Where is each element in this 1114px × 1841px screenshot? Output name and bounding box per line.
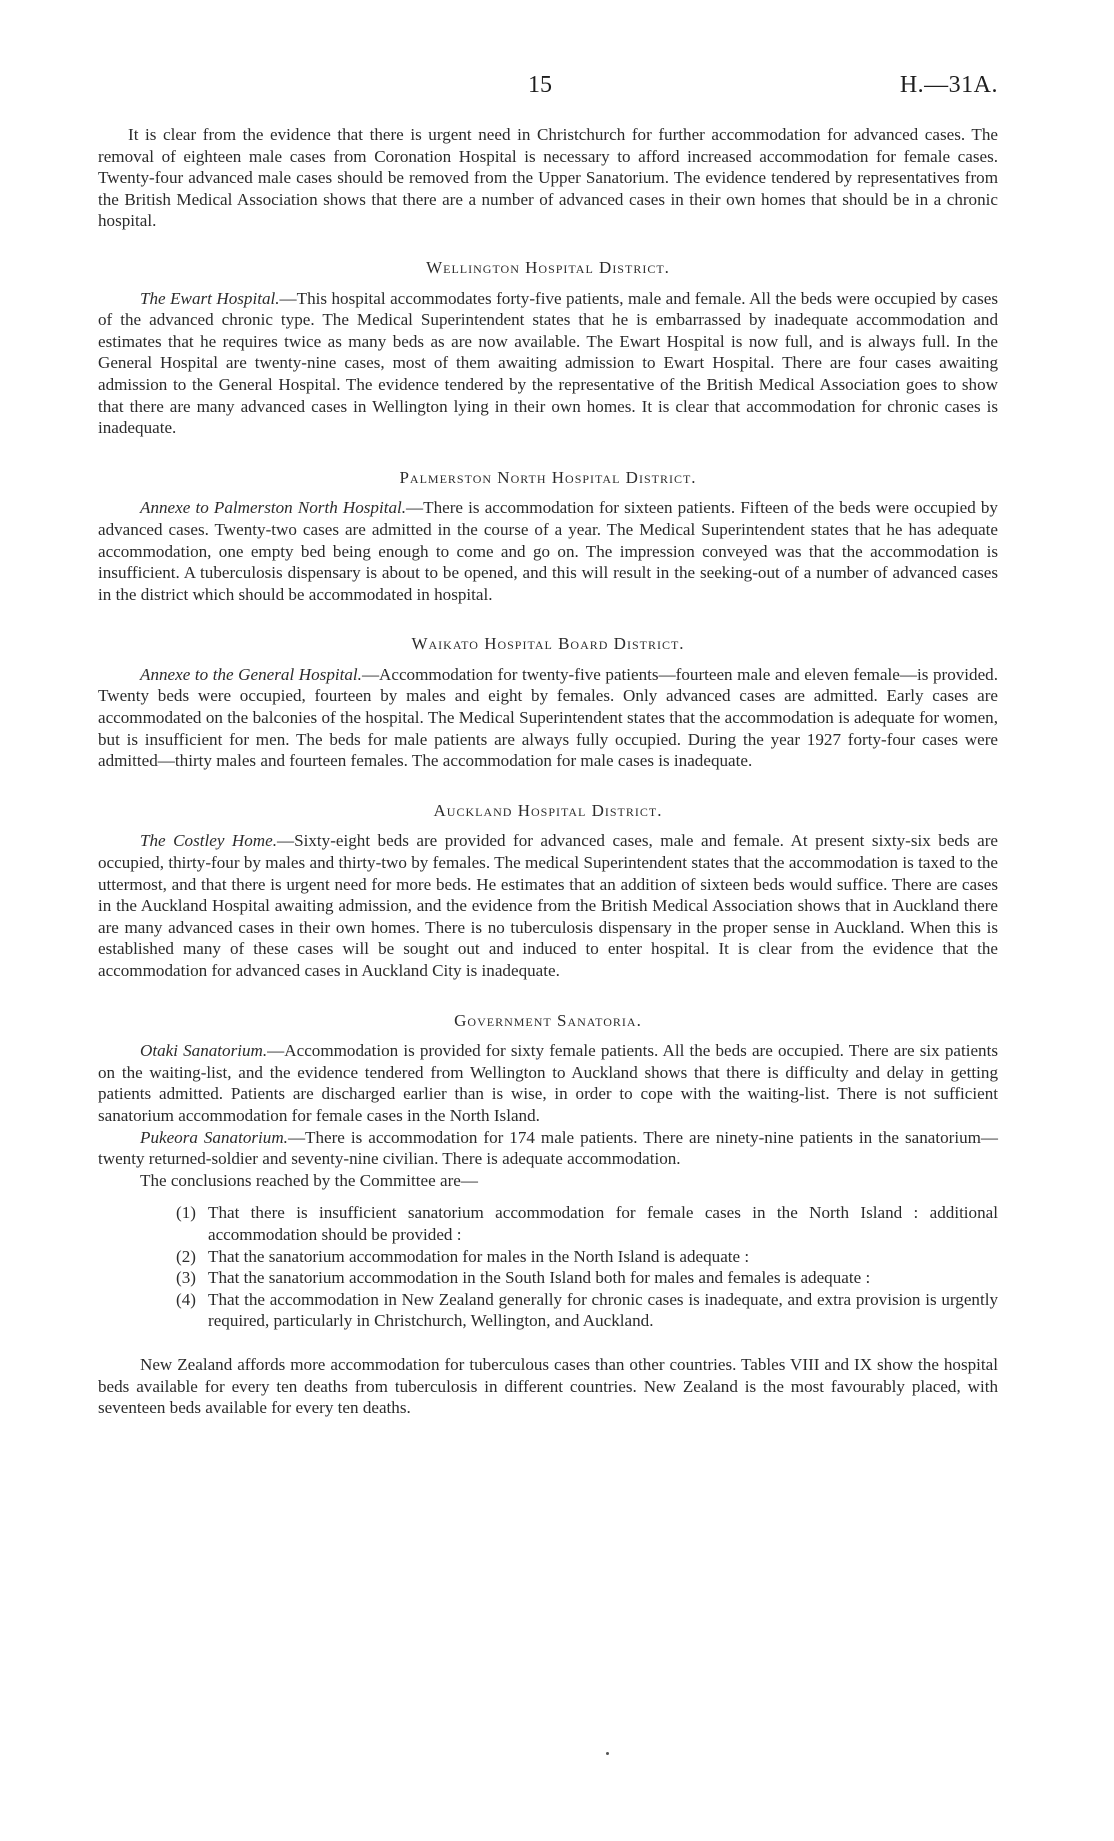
- conclusion-text: That the sanatorium accommodation for males in the North Island is adequate :: [208, 1246, 750, 1266]
- section-palmerston-north: [98, 467, 998, 606]
- section-heading-palmerston-north: Palmerston North Hospital District.: [399, 467, 697, 487]
- section-heading-waikato: Waikato Hospital Board District.: [411, 634, 685, 654]
- text-waikato-annexe: —Accommodation for twenty-five patients—fourteen male and eleven female—is provided. Twenty beds were occupied, fourteen by males and eight by females. Only advanced cases are admitted. Early cases are accommodated on the balconies of the hospital. The Medical Superintendent states that the accommodation is adequate for women, but is insufficient for men. The beds for male patients are always fully occupied. During the year 1927 forty-four cases were admitted—thirty males and fourteen females. The accommodation for male cases is inadequate.: [98, 664, 998, 771]
- paragraph-waikato-annexe: [98, 664, 998, 772]
- lead-pukeora-sanatorium: Pukeora Sanatorium.: [140, 1127, 288, 1147]
- conclusion-item: [98, 1246, 998, 1268]
- text-ewart-hospital: —This hospital accommodates forty-five patients, male and female. All the beds were occupied by cases of the advanced chronic type. The Medical Superintendent states that he is embarrassed by inadequate accommodation and estimates that he requires twice as many beds as are now available. The Ewart Hospital is now full, and is always full. In the General Hospital are twenty-nine cases, most of them awaiting admission to Ewart Hospital. There are four cases awaiting admission to the General Hospital. The evidence tendered by the representative of the British Medical Association goes to show that there are many advanced cases in Wellington lying in their own homes. It is clear that accommodation for chronic cases is inadequate.: [98, 288, 998, 438]
- closing-paragraph: New Zealand affords more accommodation for tuberculous cases than other countries. Tables VIII and IX show the hospital beds available for every ten deaths from tuberculosis in different countries. New Zealand is the most favourably placed, with seventeen beds available for every ten deaths.: [98, 1354, 998, 1418]
- lead-costley-home: The Costley Home.: [140, 831, 277, 851]
- print-speck: [606, 1752, 609, 1755]
- lead-ewart-hospital: The Ewart Hospital.: [140, 288, 280, 308]
- conclusion-item: [98, 1289, 998, 1332]
- paragraph-pukeora-sanatorium: [98, 1127, 998, 1170]
- section-heading-government-sanatoria: Government Sanatoria.: [454, 1010, 642, 1030]
- section-wellington: [98, 257, 998, 439]
- section-heading-wellington: Wellington Hospital District.: [426, 257, 670, 277]
- intro-paragraph: It is clear from the evidence that there is urgent need in Christchurch for further accommodation for advanced cases. The removal of eighteen male cases from Coronation Hospital is necessary to afford increased accommodation for female cases. Twenty-four advanced male cases should be removed from the Upper Sanatorium. The evidence tendered by representatives from the British Medical Association shows that there are a number of advanced cases in their own homes that should be in a chronic hospital.: [98, 125, 998, 231]
- lead-otaki-sanatorium: Otaki Sanatorium.: [140, 1041, 268, 1061]
- lead-waikato-annexe: Annexe to the General Hospital.: [140, 664, 362, 684]
- conclusion-text: That the sanatorium accommodation in the South Island both for males and females is adequate :: [208, 1268, 871, 1288]
- document-body: [98, 124, 998, 1419]
- paragraph-ewart-hospital: [98, 288, 998, 439]
- conclusion-number: (4): [176, 1289, 196, 1309]
- conclusions-list: [98, 1202, 998, 1332]
- section-auckland: [98, 800, 998, 982]
- section-heading-auckland: Auckland Hospital District.: [433, 800, 663, 820]
- document-reference: H.—31A.: [899, 72, 998, 98]
- text-otaki-sanatorium: —Accommodation is provided for sixty female patients. All the beds are occupied. There are six patients on the waiting-list, and the evidence tendered from Wellington to Auckland shows that there is difficulty and delay in getting patients admitted. Patients are discharged earlier than is wise, in order to cope with the waiting-list. There is not sufficient sanatorium accommodation for female cases in the North Island.: [98, 1041, 998, 1125]
- conclusion-item: [98, 1267, 998, 1289]
- conclusion-number: (1): [176, 1203, 196, 1223]
- conclusion-text: That there is insufficient sanatorium accommodation for female cases in the North Island : additional accommodation should be provided :: [208, 1203, 998, 1244]
- conclusion-item: [98, 1202, 998, 1245]
- paragraph-costley-home: [98, 830, 998, 981]
- lead-palmerston-annexe: Annexe to Palmerston North Hospital.: [140, 498, 407, 518]
- text-costley-home: —Sixty-eight beds are provided for advanced cases, male and female. At present sixty-six beds are occupied, thirty-four by males and thirty-two by females. The medical Superintendent states that the accommodation is taxed to the uttermost, and that there is urgent need for more beds. He estimates that an addition of sixteen beds would suffice. There are cases in the Auckland Hospital awaiting admission, and the evidence from the British Medical Association shows that in Auckland there are many advanced cases in their own homes. There is no tuberculosis dispensary in the proper sense in Auckland. When this is established many of these cases will be sought out and induced to enter hospital. It is clear from the evidence that the accommodation for advanced cases in Auckland City is inadequate.: [98, 831, 998, 980]
- conclusion-number: (2): [176, 1246, 196, 1266]
- text-palmerston-annexe: —There is accommodation for sixteen patients. Fifteen of the beds were occupied by advanced cases. Twenty-two cases are admitted in the course of a year. The Medical Superintendent states that he has adequate accommodation, one empty bed being enough to come and go on. The impression conveyed was that the accommodation is insufficient. A tuberculosis dispensary is about to be opened, and this will result in the seeking-out of a number of advanced cases in the district which should be accommodated in hospital.: [98, 498, 998, 604]
- section-government-sanatoria: [98, 1010, 998, 1332]
- conclusion-text: That the accommodation in New Zealand generally for chronic cases is inadequate, and extra provision is urgently required, particularly in Christchurch, Wellington, and Auckland.: [208, 1289, 998, 1331]
- conclusion-number: (3): [176, 1268, 196, 1288]
- conclusions-intro: The conclusions reached by the Committee are—: [140, 1170, 478, 1190]
- paragraph-palmerston-annexe: [98, 497, 998, 605]
- page-number: 15: [528, 72, 552, 98]
- section-waikato: [98, 633, 998, 772]
- text-pukeora-sanatorium: —There is accommodation for 174 male patients. There are ninety-nine patients in the sanatorium—twenty returned-soldier and seventy-nine civilian. There is adequate accommodation.: [98, 1127, 998, 1169]
- paragraph-otaki-sanatorium: [98, 1040, 998, 1126]
